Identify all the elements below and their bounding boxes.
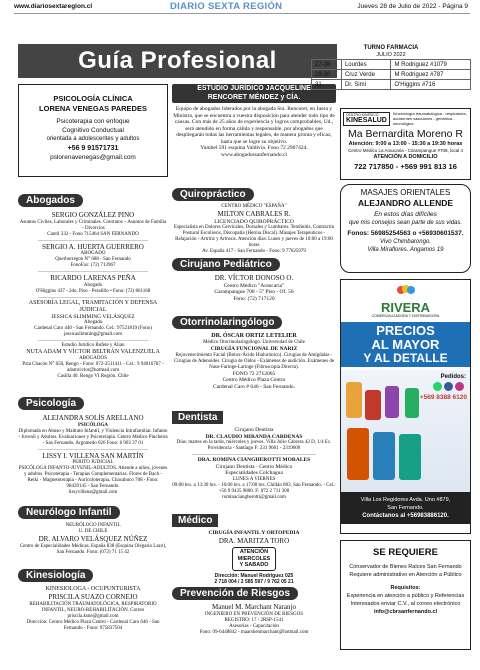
masajes-title2: ALEJANDRO ALLENDE — [357, 198, 454, 208]
quiro-text: Especialista en Dolores Cervicales, Dorsales y Lumbares. Tendinitis, Contractin Postural Escoliosis, Discopatía (Hernia Discal). Masajes Terapéuticos - Relajación - Artritis y Artrosis. Atención días: Lunes y jueves de 10:00 a 19:00 horas — [173, 225, 335, 248]
rivera-contact-icons — [433, 382, 464, 391]
farmacia-date: 29-30 — [312, 70, 342, 80]
product-bottle-icon — [346, 382, 362, 418]
rivera-pedidos: Pedidos: — [440, 374, 466, 380]
rivera-banner3: Y AL DETALLE — [363, 351, 448, 365]
rivera-products — [341, 370, 470, 492]
product-bottle-icon — [405, 388, 419, 418]
masajes-phones: Fonos: 56985254563 o +56930601537. — [347, 230, 464, 237]
medico-name: DRA. MARITZA TORO — [218, 536, 290, 545]
riesgos-name: Manuel M. Marchant Naranjo — [212, 603, 296, 611]
medico-address: Dirección: Manuel Rodríguez 025 — [214, 572, 294, 579]
lawyer2-name: SERGIO A. HUERTA GUERRERO — [42, 242, 144, 251]
kinesio-section — [18, 565, 168, 632]
farmacia-name: Dr. Simi — [341, 80, 391, 90]
requiere-req2: Interesados enviar C.V., al correo electrónico — [350, 601, 461, 607]
farmacia-name: Cruz Verde — [341, 70, 391, 80]
table-row — [312, 80, 471, 90]
lawyer1-text: Asuntos Civiles, Laborales y Criminales. Contratos – Asuntos de Familia – Divorcios — [19, 219, 167, 231]
farmacia-month: JULIO 2022 — [376, 52, 406, 58]
otorrino-role: Médico Otorrinolaringólogo. Universidad de Chile — [203, 340, 305, 345]
lawyer5-text2: Casilla 40. Rengo VI Región. Chile — [57, 374, 129, 379]
lawyer4-name: ASESORÍA LEGAL, TRAMITACIÓN Y DEFENSA JUDICIAL — [28, 299, 158, 313]
lawyer4-text: Cardenal Caro 440 - San Fernando. Cel.: 97521819 (Fono) — [34, 326, 152, 331]
divider — [38, 340, 148, 341]
rivera-phone: +569 8388 6120 — [419, 394, 467, 401]
rivera-footer — [341, 492, 470, 524]
header-divider — [14, 13, 470, 14]
kinesalud-phones: 722 717850 - +569 991 813 16 — [354, 162, 457, 171]
quiro-section — [172, 184, 336, 255]
quiro-center: CENTRO MÉDICO "ESPAÑA" — [221, 204, 287, 209]
requiere-line2: Requiere administrativo en Atención a Público — [349, 572, 462, 578]
kinesalud-desc: Kinesiología traumatológica - respiratoria, accidentes vasculares - geriátrica - neurológica — [392, 111, 467, 126]
farmacia-date: 31 — [312, 80, 342, 90]
whatsapp-icon — [433, 382, 442, 391]
dentist1-text: Días: martes en la tarde, miércoles y jueves. Villa Julio Cabrera 42 D, 1/4 Ec. Providencia - Santiago F: 231 9601 - 2319600 — [176, 440, 332, 451]
psico-line3: orientada a adolescentes y adultos — [46, 136, 140, 142]
masthead: DIARIO SEXTA REGIÓN — [170, 1, 283, 12]
product-bottle-icon — [399, 434, 421, 480]
lawyer4-sub: JESSICA SLIMMING VELÁSQUEZ — [51, 313, 135, 320]
divider — [38, 240, 148, 241]
otorrino-sub: CIRUGÍA FUNCIONAL DE NARIZ — [210, 346, 298, 352]
dentist2-role: Cirujano Dentista · Centro Médico — [215, 463, 293, 470]
table-row — [312, 70, 471, 80]
farmacia-address: O'Higgins #716 — [391, 80, 471, 90]
pediatrico-text: Carampangue 708 - 5° Piso - Of. 56 — [214, 289, 294, 295]
product-bottle-icon — [385, 386, 399, 418]
otorrino-name: DR. ÓSCAR ORTIZ LETELIER — [211, 333, 297, 339]
lawyer3-name: RICARDO LARENAS PEÑA — [50, 274, 136, 282]
otorrino-section — [172, 312, 336, 390]
lawyer3-text: O'Higgins 437 - 2do. Piso - Peralillo • Fono: (72) 861168 — [35, 288, 151, 294]
juridico-banner: ESTUDIO JURÍDICO JACQUELINE RENCORET MÉNDEZ y CÍA. — [172, 84, 336, 103]
farmacia-section — [311, 44, 471, 90]
masajes-title1: MASAJES ORIENTALES — [360, 188, 451, 197]
otorrino-heading: Otorrinolaringólogo — [172, 316, 282, 329]
medico-section — [172, 510, 336, 585]
divider — [38, 449, 148, 450]
farmacia-address: M Rodriguez #1079 — [391, 60, 471, 70]
dentist2-days: LUNES A VIERNES — [232, 476, 276, 482]
site-url[interactable]: www.diariosextaregion.cl — [14, 3, 93, 10]
juridico-section — [172, 84, 336, 158]
dentist2-text: Especialidades Colchagua — [225, 470, 283, 476]
psy1-name: ALEJANDRA SOLÍS ARELLANO — [42, 414, 144, 422]
instagram-icon — [455, 382, 464, 391]
table-row — [312, 60, 471, 70]
psicologia-section — [18, 393, 168, 496]
medico-phone: 2 718 004 / 2 585 597 / 9 762 05 21 — [214, 578, 294, 585]
abogados-section — [18, 190, 168, 380]
dentist2-text2: 09:00 hrs. a 13:30 hrs. - 16:00 hrs. a 17:00 hrs. Chillán 803, San Fernando. - Cel.: +56 9 9435 9800. F: 072 2 711 300 — [172, 482, 336, 494]
pediatrico-heading: Cirujano Pediátrico — [172, 258, 280, 271]
farmacia-title: TURNO FARMACIA — [363, 45, 419, 51]
pediatrico-name: DR. VÍCTOR DONOSO O. — [214, 274, 294, 282]
masajes-loc2: Villa Miraflores. Angamos 19 — [367, 247, 444, 253]
lawyer5-name: NUTA ADAM Y VÍCTOR BELTRÁN VALENZUELA — [26, 349, 160, 355]
kinesalud-ad — [340, 108, 471, 180]
farmacia-address: M Rodriguez #787 — [391, 70, 471, 80]
quiro-name: MILTON CABRALES R. — [217, 210, 291, 218]
kinesalud-tag: CENTRO KINÉSICO — [346, 112, 379, 117]
neuro-heading: Neurólogo Infantil — [18, 506, 120, 519]
farmacia-table — [311, 59, 471, 90]
psico-phone: +56 9 91571731 — [67, 145, 119, 152]
medico-badge-line3: Y SABADO — [239, 562, 269, 568]
kinesalud-name: Ma Bernardita Moreno R — [348, 128, 463, 140]
psy2-name: LISSY I. VILLENA SAN MARTÍN — [42, 451, 144, 460]
rivera-logo-text: RIVERA — [380, 300, 431, 315]
dentista-section — [172, 407, 336, 501]
farmacia-name: Lourdes — [341, 60, 391, 70]
rivera-address1: Villa Los Regidores Avda. Uno #879, — [360, 497, 451, 503]
psy1-role: PSICÓLOGA — [77, 422, 108, 428]
neuro-role: NEURÓLOGO INFANTIL — [65, 523, 121, 528]
psy1-text: Diplomada en Abuso y Maltrato Infantil, y Violencia Intrafamiliar. Infanto - Juvenil y Adultos. Evaluaciones y Psicoterapia. Centro Médico Pincheira - San Fernando. Argomedo 026 Fono: 6 903 37 01 — [18, 428, 168, 446]
riesgos-contact: Fono: 09-6448842 - maarshenmarchant@hotmail.com — [199, 629, 309, 635]
psico-email: pslorenavenegas@gmail.com — [50, 154, 136, 161]
neuro-name: DR. ALVARO VELÁSQUEZ NÚÑEZ — [38, 535, 148, 543]
otorrino-center: Centro Médico Plaza Centro — [222, 377, 286, 383]
pediatrico-section — [172, 254, 336, 302]
facebook-icon — [444, 382, 453, 391]
kinesalud-logo-text: KINESALUD — [346, 116, 387, 124]
psico-title: PSICOLOGÍA CLÍNICA — [53, 94, 133, 103]
masajes-script1: En estos días difíciles — [374, 211, 437, 218]
kinesio-role: KINESIOLOGA - OCUPUNTURISTA — [45, 586, 141, 592]
requiere-req1: Experiencia en atención a público y Referencias — [346, 593, 465, 599]
riesgos-role: INGENIERO EN PREVENCIÓN DE RIESGOS — [204, 611, 304, 617]
neuro-section — [18, 502, 168, 556]
requiere-email[interactable]: info@cbrsanfernando.cl — [373, 609, 438, 615]
requiere-title: SE REQUIERE — [373, 547, 438, 558]
lawyer2-phone: FonoFax: (72) 713967 — [70, 263, 116, 268]
masajes-loc1: Vivo Chimbarongo. — [380, 239, 431, 245]
requiere-ad — [340, 540, 471, 650]
psy2-email: lissyvillena@gmail.com — [68, 490, 118, 495]
dentist2-name: DRA. ROMINA CIANGHEROTTI MORALES — [197, 457, 311, 463]
lawyer4-role: Abogada — [83, 320, 103, 325]
lawyer5-text: Pzta Chacón N° 650, Rengo - Fono: 072-2511411 - Cel.: 9 94016787 - adamvictor@hotmail.com — [22, 362, 164, 373]
quiro-heading: Quiropráctico — [172, 188, 254, 201]
lawyer1-name: SERGIO GONZÁLEZ PINO — [51, 211, 135, 219]
rivera-address3: Contáctanos al +56983886120. — [362, 513, 449, 519]
lawyer2-text: Querhorregon N° 688 - San Fernando — [55, 257, 131, 262]
psico-name: LORENA VENEGAS PAREDES — [39, 104, 147, 113]
otorrino-text: Rejuvenecimiento Facial (Botox-Ácido Hialurónico). Cirugías de Amígdalas - Cirugías de Adenoides. Cirugía de Oídos - Exámenes de audición. Exámenes de Naso-Faringe-Laringe (Fibroscopia Directa). — [173, 352, 335, 370]
lawyer5-top: Estudio Jurídico Bufete y Alian — [61, 343, 125, 348]
rivera-banner2: AL MAYOR — [371, 337, 440, 352]
rivera-banner1: PRECIOS — [376, 323, 435, 338]
rivera-banner — [341, 322, 470, 367]
riesgos-heading: Prevención de Riesgos — [172, 587, 298, 600]
neuro-text: Centro de Especialidades Médicas. España 838 (Esquina Olegario Lazo), San Fernando. Fono: (072) 71 15 42 — [19, 543, 167, 555]
product-bottle-icon — [373, 432, 395, 480]
kinesio-name: PRISCILA SUAZO CORNEJO — [48, 593, 138, 601]
otorrino-address: Cardenal Caro # 646 - San Fernando. — [212, 383, 296, 390]
medico-role: CIRUGÍA INFANTIL Y ORTOPEDIA — [208, 530, 300, 536]
riesgos-reg: REGISTRO: 17 / 2RSP-1541 — [224, 617, 284, 623]
juridico-contact: Yumbel 591 esquina Valdivia. Fono 72 2967424. — [200, 145, 308, 151]
psy2-role: PERITO JUDICIAL — [72, 460, 114, 465]
masajes-ad — [340, 184, 471, 273]
divider — [38, 271, 148, 272]
page-header — [0, 0, 480, 14]
otorrino-phone: FONO 72 2712065 — [232, 370, 276, 377]
quiro-text2: Av. España 417 - San Fernando - Fono: 9 77025979 — [202, 249, 306, 254]
medico-heading: Médico — [172, 514, 218, 527]
psico-line1: Psicoterapia con enfoque — [56, 118, 130, 125]
rivera-ad — [340, 279, 471, 534]
rivera-address2: San Fernando. — [387, 505, 424, 511]
kinesio-text: REHABILITACIÓN TRAUMATOLÓGICA, RESPIRATORIO INFANTIL, NEURO-REHABILITACIÓN. Correo priscila.ksne@gmail.com — [29, 601, 157, 619]
neuro-inst: U. DE CHILE — [78, 529, 108, 534]
lawyer5-role: ABOGADOS — [79, 356, 107, 361]
kinesalud-hours: Atención: 9:00 a 13:00 - 15:30 a 19:30 horas — [348, 141, 463, 147]
psico-clinica-ad — [18, 84, 168, 177]
kinesalud-address: Centro Médico La Araucaria - Carampangue #708, local 4 — [347, 148, 464, 153]
kinesalud-logo — [343, 112, 390, 126]
juridico-web[interactable]: www.abogadossanfernando.cl — [221, 151, 287, 158]
page-date: Jueves 28 de Julio de 2022 - Página 9 — [357, 3, 468, 10]
lawyer3-role: Abogado — [83, 282, 103, 288]
dentist2-email: rominaciangherotti@gmail.com — [222, 494, 286, 500]
requiere-line1: Conservador de Bienes Raíces San Fernando — [349, 564, 462, 570]
riesgos-section — [172, 583, 336, 636]
product-bottle-icon — [365, 390, 381, 420]
dentist1-role: Cirujano Dentista — [234, 427, 274, 433]
divider — [192, 454, 316, 455]
lawyer2-role: ABOGADO — [80, 251, 106, 256]
product-bottle-icon — [347, 428, 369, 480]
psico-line2: Cognitivo Conductual — [62, 127, 124, 134]
masajes-script2: que mis consejos sean parte de sus vidas. — [348, 220, 463, 226]
abogados-heading: Abogados — [18, 194, 83, 207]
page-title: Guía Profesional — [18, 44, 337, 78]
riesgos-text: Asesorías - Capacitación — [229, 623, 279, 629]
kinesio-heading: Kinesiología — [18, 569, 93, 582]
divider — [38, 297, 148, 298]
juridico-text: Equipo de abogados liderados por la abogada Sra. Rencoret, en Juera y Ministra, que se encuentra a vuestra disposición para atender todo tipo de causas. Con más de 25 años de experiencia y logros comprobables, Ud., será atendido en forma cálida y responsable, por abogados que despliegarán todas las herramientas legales, de manera pronta y eficaz, hasta que se logre su objetivo. — [173, 106, 335, 145]
medico-badge-line1: ATENCIÓN — [239, 549, 269, 555]
medico-badge — [232, 547, 277, 571]
farmacia-date: 27-28 — [312, 60, 342, 70]
dentista-heading: Dentista — [172, 411, 223, 424]
psicologia-heading: Psicología — [18, 397, 84, 410]
rivera-logo-icon — [393, 284, 419, 296]
rivera-sub: COMERCIALIZADORA Y DISTRIBUIDORA — [371, 314, 440, 318]
pediatrico-phone: Fono: (72) 717120 — [233, 295, 275, 302]
requiere-req-title: Requisitos: — [390, 585, 421, 591]
lawyer1-contact: Cantil 332 - Fono 715464 SAN FERNANDO — [47, 231, 139, 237]
kinesalud-home: ATENCIÓN A DOMICILIO — [373, 154, 438, 160]
rivera-logo — [341, 280, 470, 319]
pediatrico-center: Centro Médico "Araucaria" — [223, 282, 285, 289]
medico-badge-line2: MIERCOLES — [237, 555, 271, 562]
dentist1-name: DR. CLAUDIO MIRANDA CARDENAS — [205, 433, 303, 440]
lawyer4-email: jessicaslimming@gmail.com — [63, 332, 123, 337]
kinesio-text2: Dirección: Centro Médico Plaza Centro - Cardenal Caro 646 - San Fernando - Fono: 975837504 — [26, 619, 160, 631]
psy2-text: PSICÓLOGA INFANTO-JUVENIL-ADULTOS. Atiende a niños, jóvenes y adultos. Psicoterapia - Terapias Complementarias. Flores de Bach - Reiki - Magnetoterapia - Auriculoterapia. Chacabuco 708 - Fono: 98439145 - San Fernando. — [18, 466, 168, 489]
quiro-role: LICENCIADO QUIROPRÁCTICO — [214, 218, 294, 225]
